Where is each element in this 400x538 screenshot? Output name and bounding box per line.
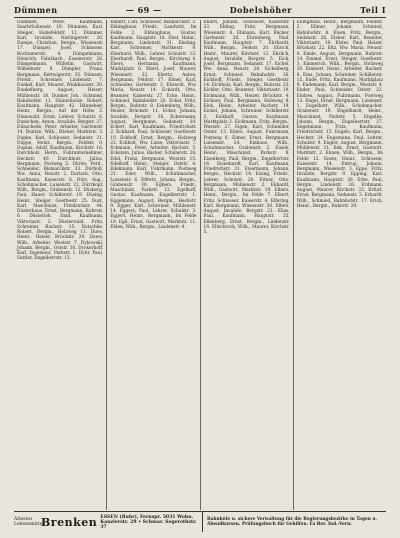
column-text: Ehlert, Johann, Schlosser, Kaiserstr. 33. Ehling, Fritz, Bergmann, Wiesenstr. 8. Ehmann, Karl, Bäcker, Gartenstr. 26. Ehrenberg, Paul, Kaufmann, Hauptstr. 7. Ehrhardt, Wilh., Bergm., Feldstr. 20. Ehrich, Heinr., Maurer, Kirchstr. 12. Ehrlich, August, Invalide, Bergstr. 5. Eich, Josef, Bergmann, Sedanstr. 17. Eichel, Ww. Anna, Neustr. 28. Eichelberg, Ernst, Schmied, Bahnhofstr. 36. Eichhoff, Friedr., Steiger, Goethestr. 14. Eichholz, Karl, Bergm., Ruhrstr. 23. Eichler, Otto, Beamter, Viktoriastr. 10. Eichmann, Wilh., Heizer, Brückstr. 4. Eichner, Paul, Bergmann, Holzweg 8. Eick, Heinr., Arbeiter, Bachstr. 19. Eickel, Johann, Schreiner, Schillerstr. 2. Eickhoff, Gustav, Kaufmann, Marktplatz 3. Eickmann, Fritz, Bergm., Weststr. 27. Eigen, Karl, Schneider, Oststr. 13. Eilers, August, Fuhrmann, Postweg 6. Eimer, Ernst, Bergmann, Luisenstr. 24. Einhaus, Wilh., Schuhmacher, Grabenstr. 2. Eisele, Heinr., Maschinist, Parkstr. 8. Eisenberg, Paul, Bergm., Engelbertstr. 16. Eisenhardt, Karl, Kaufmann, Friedrichstr. 31. Eisermann, Johann, Bergm., Heckstr. 14. Eising, Friedr., Lehrer, Schulstr. 20. Eitner, Otto, Bergmann, Mühlenstr. 2. Ekhardt, Wilh., Gastwirt, Marktstr. 19. Elbers, Heinr., Bergm., Im Felde 7. Elbert, Fritz, Schlosser, Kaiserstr. 4. Elfering, Karl, Bergmann, Wiesenstr. 30. Elfers, August, Invalide, Bergstr. 21. Elias, Paul, Kaufmann, Hauptstr. 25. Ellenberg, Ernst, Bergm., Lindenstr. 18. Ellerbrock, Wilh., Maurer, Kirchstr. 5. xyxy=(203,20,290,235)
column-text: Dümmen, Peter, Kaufmann, Saarbrückenstr. 19. Dümmen, Karl, Steiger, Hohefeldstr. 12. Dümmer, Karl, Invalide, Hattingerstr. 20. Dumpe, Christian, Bergm., Wiesenstr. 17. Dümpel, Josef, Schlosser, Bochumerstr. 4. Dümpelmann, Heinrich, Fabrikarb., Essenerstr. 28. Dümpelmann, Wilhelm, Gastwirt, Wilhelmstr. 9. Dümpler, Franz, Bergmann, Kettwigerstr. 35. Dümsen, Friedr., Schreiner, Lindenstr. 7. Dunkel, Karl, Maurer, Winkhausstr. 30. Dunkelberg, August, Heizer, Mühlenstr. 18. Dunker, Joh., Schmied, Bahnhofstr. 11. Dünnebacke, Robert, Kaufmann, Hauptstr. 42. Dünnebier, Heinr., Bergm., Auf der Höhe 3. Dünnwald, Ernst, Lehrer, Schulstr. 6. Dunschen, Anton, Invalide, Bergstr. 27. Dünschede, Peter, Arbeiter, Gartenstr. 14. Duntze, Wilh., Bäcker, Marktstr. 3. Dupke, Karl, Schlosser, Sedanstr. 21. Düppe, Heinr., Bergm., Feldstr. 9. Dupuis, Adolf, Kaufmann, Kirchstr. 16. Durchholz, Herm., Fuhrunternehmer, Heckstr. 40. Durchholz, Julius, Bergmann, Postweg 5. Düren, Ferd., Schneider, Bismarckstr. 33. Dürholt, Ww. Anna, Neustr. 2. Durlach, Otto, Kaufmann, Kaiserstr. 8. Dürr, Aug., Schuhmacher, Luisenstr. 22. Dürrkopf, Wilh., Bergm., Grabenstr. 12. Düsberg, Paul, Hauer, Schillerstr. 19. Düsing, Heinr., Steiger, Goethestr. 25. Dust, Karl, Maschinist, Friedrichstr. 44. Düsterhaus, Ernst, Bergmann, Ruhrstr. 6. Düsterloh, Emil, Kaufmann, Viktoriastr. 3. Düsterwald, Fritz, Schreiner, Bachstr. 15. Dutschke, Robert, Bergm., Holzweg 11. Duve, Heinr., Heizer, Brückstr. 29. Duwe, Wilh., Arbeiter, Weststr. 7. Dybowski, Johann, Bergm., Oststr. 36. Dyckerhoff, Karl, Ingenieur, Parkstr. 1. Dyhr, Paul, Sattler, Engelbertstr. 13. xyxy=(17,20,104,262)
directory-columns xyxy=(14,20,386,510)
column-4 xyxy=(293,20,386,510)
header-section: Teil I xyxy=(360,5,386,15)
page-number: — 69 — xyxy=(125,5,162,15)
column-text: Ellinghaus, Heinr., Bergmann, Feldstr. 2. Ellmer, Johann, Schmied, Bahnhofstr. 8. Elsen, Fritz, Bergm., Sedanstr. 26. Elsner, Karl, Beamter, Viktoriastr. 19. Elster, Paul, Heizer, Brückstr. 22. Eltz, Ww. Maria, Neustr. 9. Emde, August, Bergmann, Ruhrstr. 14. Emmel, Ernst, Steiger, Goethestr. 3. Emmerich, Wilh., Bergm., Holzweg 30. Emmert, Heinr., Arbeiter, Bachstr. 8. Ems, Johann, Schreiner, Schillerstr. 15. Ende, Fritz, Kaufmann, Marktplatz 9. Endemann, Karl, Bergm., Weststr. 4. Ender, Paul, Schneider, Oststr. 22. Endres, August, Fuhrmann, Postweg 13. Engel, Ernst, Bergmann, Luisenstr. 1. Engelbert, Wilh., Schuhmacher, Grabenstr. 19. Engelhardt, Heinr., Maschinist, Parkstr. 5. Engelke, Johann, Bergm., Engelbertstr. 27. Engelmann, Fritz, Kaufmann, Friedrichstr. 15. Engels, Karl, Bergm., Heckstr. 24. Engemann, Paul, Lehrer, Schulstr. 9. Engler, August, Bergmann, Mühlenstr. 21. Enk, Ernst, Gastwirt, Marktstr. 2. Ennen, Wilh., Bergm., Im Felde 12. Enste, Heinr., Schlosser, Kaiserstr. 14. Entrup, Johann, Bergmann, Wiesenstr. 3. Eppe, Fritz, Invalide, Bergstr. 9. Epping, Karl, Kaufmann, Hauptstr. 30. Erbe, Paul, Bergm., Lindenstr. 26. Erdmann, August, Maurer, Kirchstr. 23. Erfurt, Ernst, Bergmann, Sedanstr. 3. Erhardt, Wilh., Schmied, Bahnhofstr. 17. Erich, Heinr., Bergm., Ruhrstr. 29. xyxy=(296,20,383,209)
brenken-advertisement xyxy=(14,512,203,532)
column-2 xyxy=(106,20,199,510)
column-3 xyxy=(200,20,293,510)
advertisement-footer xyxy=(14,511,386,532)
page-header xyxy=(14,4,386,18)
column-1 xyxy=(14,20,106,510)
header-left-title: Dümmen xyxy=(14,5,58,15)
header-right-title: Dobelshöher xyxy=(229,5,293,15)
ad-right-text: Bahnhöfe u. sichere Verwaltung für die Regierungsbezirke in Tagen u. Abendkursen. Prüfungsbuch für Gehilfen. Es Ber. Ind.-Verw. xyxy=(207,517,377,527)
column-text: Ebbert, Carl, Schlosser, Bismarckstr. 5. Ebbinghaus, Friedr., Landwirt, Im Felde 2. Ebbinghaus, Gustav, Kaufmann, Hauptstr. 18. Ebel, Heinr., Bergmann, Lindenstr. 31. Ebeling, Karl, Schreiner, Moltkestr. 9. Eberhard, Wilh., Lehrer, Schulstr. 12. Eberhardt, Paul, Bergm., Kirchweg 4. Ebers, Hermann, Kaufmann, Marktplatz 6. Ebert, Josef, Maurer, Wiesenstr. 22. Ebertz, Anton, Bergmann, Feldstr. 17. Ebner, Karl, Schneider, Gartenstr. 3. Ebrecht, Ww. Maria, Neustr. 14. Eckardt, Otto, Beamter, Kaiserstr. 27. Ecke, Heinr., Schmied, Bahnhofstr. 20. Eckel, Fritz, Bergm., Ruhrstr. 8. Eckenberg, Wilh., Heizer, Brückstr. 11. Ecker, Johann, Invalide, Bergstr. 16. Eckermann, August, Bergmann, Sedanstr. 39. Eckert, Karl, Kaufmann, Friedrichstr. 2. Eckhard, Paul, Schlosser, Goethestr. 10. Eckhoff, Ernst, Bergm., Holzweg 23. Eckholt, Ww. Luise, Viktoriastr. 7. Eckmann, Peter, Arbeiter, Bachstr. 5. Eckstein, Julius, Bäcker, Schillerstr. 28. Edel, Franz, Bergmann, Weststr. 15. Edelhoff, Heinr., Steiger, Oststr. 4. Edelmann, Karl, Fuhrmann, Postweg 21. Eder, Wilh., Schuhmacher, Luisenstr. 6. Effertz, Johann, Bergm., Grabenstr. 30. Egbers, Friedr., Maschinist, Parkstr. 12. Egelhoff, Gustav, Kaufmann, Engelbertstr. 1. Eggemann, August, Bergm., Heckstr. 9. Egger, Karl, Schreiner, Mühlenstr. 14. Eggers, Paul, Lehrer, Schulstr. 3. Eggert, Heinr., Bergmann, Im Felde 19. Egli, Ernst, Gastwirt, Marktstr. 11. Ehlen, Wilh., Bergm., Lindenstr. 4. xyxy=(110,20,197,230)
ad-address: ESSEN (Ruhr), Fernspr. 5031 Wohn. Kanzlerstr. 29 • Schmar. Segerothstr. 37 xyxy=(100,514,197,530)
ad-brand: Brenken xyxy=(41,515,98,529)
ad-left-label: Altestes Lebensmittel- xyxy=(14,517,46,527)
